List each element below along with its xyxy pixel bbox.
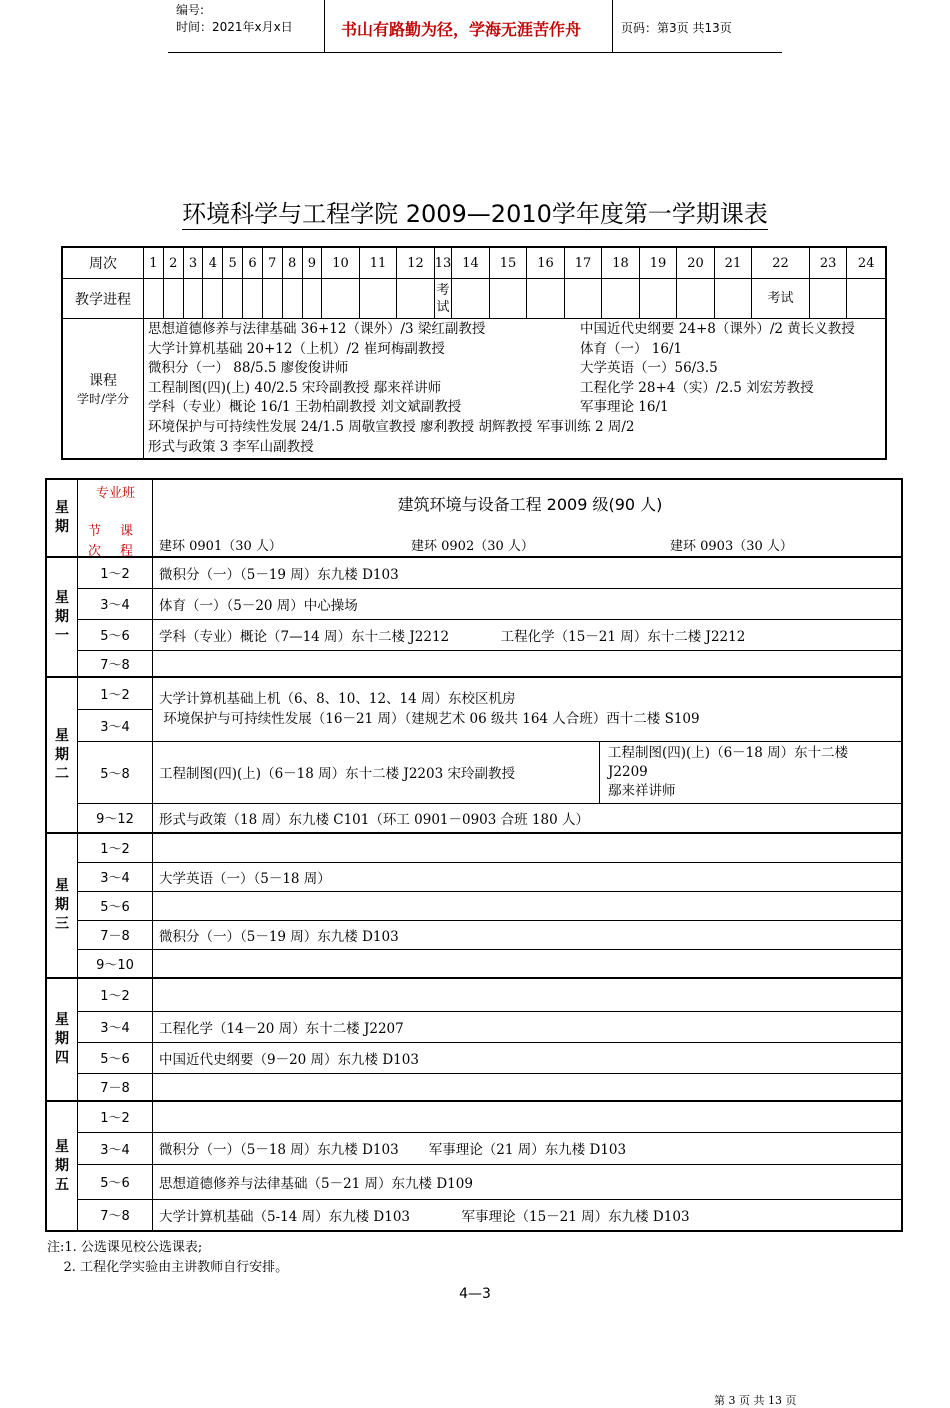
week-cell: 8 (282, 247, 302, 279)
header-divider (324, 0, 325, 52)
period-cell: 1～2 (78, 1101, 153, 1132)
period-cell: 9～10 (78, 949, 153, 978)
week-cell: 2 (163, 247, 183, 279)
table-row (46, 978, 902, 1011)
period-cell: 3～4 (78, 862, 153, 891)
week-cell: 19 (639, 247, 676, 279)
period-cell: 7～8 (78, 1199, 153, 1231)
corner-ci: 次 (88, 544, 102, 559)
period-cell: 5～6 (78, 1164, 153, 1199)
period-cell: 1～2 (78, 978, 153, 1011)
course-line: 工程制图(四)(上) 40/2.5 宋玲副教授 鄢来祥讲师 工程化学 28+4（实）/2.5 刘宏芳教授 (148, 379, 814, 396)
major-header (153, 479, 903, 557)
course-line: 思想道德修养与法律基础 36+12（课外）/3 梁红副教授 中国近代史纲要 24+8（课外）/2 黄长义教授 (148, 321, 855, 337)
period-cell: 7～8 (78, 650, 153, 677)
period-cell: 1～2 (78, 833, 153, 862)
period-cell: 9～12 (78, 803, 153, 833)
course-cell: 大学计算机基础上机（6、8、10、12、14 周）东校区机房 环境保护与可持续性发展（16－21 周）（建规艺术 06 级共 164 人合班）西十二楼 S109 (153, 677, 903, 741)
footnote-line: 注:1. 公选课见校公选课表; (47, 1240, 203, 1255)
week-cell: 22 (752, 247, 810, 279)
major-title: 建筑环境与设备工程 2009 级(90 人) (397, 495, 663, 514)
course-row (62, 319, 886, 460)
table-row (46, 891, 902, 920)
page-header (168, 0, 782, 53)
period-cell: 5～8 (78, 741, 153, 803)
day-wednesday: 星期三 (46, 833, 78, 978)
exam-mark: 考试 (434, 279, 452, 319)
week-cell: 10 (322, 247, 359, 279)
course-label: 课程 (89, 373, 117, 390)
period-cell: 5～6 (78, 891, 153, 920)
course-cell (153, 949, 903, 978)
time-label: 时间：2021年x月x日 (176, 20, 293, 34)
corner-ke: 课 (120, 524, 134, 539)
period-cell: 7－8 (78, 1073, 153, 1101)
course-sublabel: 学时/学分 (76, 392, 130, 407)
day-friday: 星期五 (46, 1101, 78, 1231)
progress-label: 教学进程 (62, 279, 144, 319)
corner-cheng: 程 (120, 544, 134, 559)
course-cell: 工程制图(四)(上)（6－18 周）东十二楼 J2203 宋玲副教授 (153, 741, 600, 803)
week-cell: 1 (144, 247, 164, 279)
week-cell: 5 (223, 247, 243, 279)
week-cell: 13 (434, 247, 452, 279)
page-number: 4—3 (459, 1286, 491, 1302)
week-cell: 12 (397, 247, 434, 279)
course-cell (153, 833, 903, 862)
course-cell (153, 1101, 903, 1132)
week-cell: 11 (359, 247, 396, 279)
week-row (62, 247, 886, 279)
number-label: 编号: (176, 3, 205, 17)
course-cell: 体育（一）（5－20 周）中心操场 (153, 588, 903, 619)
course-cell: 形式与政策（18 周）东九楼 C101（环工 0901－0903 合班 180 人） (153, 803, 903, 833)
schedule-header-row (46, 479, 902, 557)
course-cell: 大学英语（一）（5－18 周） (153, 862, 903, 891)
week-cell: 21 (714, 247, 751, 279)
table-row (46, 1164, 902, 1199)
week-cell: 14 (452, 247, 489, 279)
header-meta (176, 2, 293, 36)
week-cell: 17 (564, 247, 601, 279)
period-cell: 1～2 (78, 557, 153, 588)
course-cell: 微积分（一）（5－19 周）东九楼 D103 (153, 920, 903, 949)
weekday-header: 星期 (46, 479, 78, 557)
table-row (46, 557, 902, 588)
table-row (46, 920, 902, 949)
overview-table (61, 246, 887, 460)
table-row (46, 1132, 902, 1164)
week-cell: 16 (527, 247, 564, 279)
table-row (46, 1101, 902, 1132)
course-cell: 思想道德修养与法律基础（5－21 周）东九楼 D109 (153, 1164, 903, 1199)
page-title: 环境科学与工程学院 2009—2010学年度第一学期课表 (182, 200, 768, 228)
week-cell: 4 (203, 247, 223, 279)
week-cell: 24 (847, 247, 886, 279)
header-divider (612, 0, 613, 52)
table-row (46, 650, 902, 677)
week-cell: 3 (183, 247, 203, 279)
exam-mark: 考试 (752, 279, 810, 319)
page-footer: 第 3 页 共 13 页 (714, 1394, 797, 1407)
period-cell: 3～4 (78, 1132, 153, 1164)
week-cell: 18 (602, 247, 639, 279)
corner-cell (78, 479, 153, 557)
major-class-label: 专业班 (96, 486, 136, 501)
course-cell: 大学计算机基础（5-14 周）东九楼 D103 军事理论（15－21 周）东九楼 D103 (153, 1199, 903, 1231)
period-cell: 5～6 (78, 619, 153, 650)
corner-jie: 节 (88, 524, 102, 539)
period-cell: 3～4 (78, 1011, 153, 1042)
period-cell: 7－8 (78, 920, 153, 949)
course-cell: 工程化学（14－20 周）东十二楼 J2207 (153, 1011, 903, 1042)
period-cell: 3～4 (78, 588, 153, 619)
class-name: 建环 0903（30 人） (670, 539, 793, 554)
course-cell (153, 650, 903, 677)
table-row (46, 588, 902, 619)
footnote-line: 2. 工程化学实验由主讲教师自行安排。 (47, 1260, 289, 1275)
day-tuesday: 星期二 (46, 677, 78, 833)
course-cell (153, 1073, 903, 1101)
week-cell: 15 (489, 247, 526, 279)
table-row (46, 862, 902, 891)
table-row (46, 1199, 902, 1231)
course-cell (153, 978, 903, 1011)
table-row (46, 803, 902, 833)
table-row (46, 741, 902, 803)
class-name: 建环 0902（30 人） (411, 539, 534, 554)
course-cell: 工程制图(四)(上)（6－18 周）东十二楼 J2209 鄢来祥讲师 (600, 741, 903, 803)
header-page-info: 页码：第3页 共13页 (621, 21, 732, 35)
table-row (46, 833, 902, 862)
course-line: 大学计算机基础 20+12（上机）/2 崔珂梅副教授 体育（一） 16/1 (148, 340, 683, 357)
course-cell: 学科（专业）概论（7—14 周）东十二楼 J2212 工程化学（15－21 周）东十二楼 J2212 (153, 619, 903, 650)
course-cell (153, 891, 903, 920)
week-cell: 6 (243, 247, 263, 279)
schedule-table (45, 478, 903, 1232)
course-line: 学科（专业）概论 16/1 王勃柏副教授 刘文斌副教授 军事理论 16/1 (148, 399, 669, 416)
footnotes (47, 1238, 288, 1278)
table-row (46, 1042, 902, 1073)
course-line: 环境保护与可持续性发展 24/1.5 周敬宣教授 廖利教授 胡辉教授 军事训练 2 周/2 (148, 418, 635, 435)
week-label: 周次 (62, 247, 144, 279)
course-list (144, 319, 887, 460)
course-line: 形式与政策 3 李军山副教授 (148, 438, 314, 455)
course-line: 微积分（一） 88/5.5 廖俊俊讲师 大学英语（一）56/3.5 (148, 360, 718, 377)
table-row (46, 1011, 902, 1042)
class-name: 建环 0901（30 人） (159, 539, 282, 554)
table-row (46, 949, 902, 978)
day-monday: 星期一 (46, 557, 78, 677)
course-label-cell (62, 319, 144, 460)
week-cell: 23 (809, 247, 846, 279)
table-row (46, 1073, 902, 1101)
period-cell: 1～2 (78, 677, 153, 709)
period-cell: 5～6 (78, 1042, 153, 1073)
week-cell: 9 (302, 247, 322, 279)
table-row (46, 619, 902, 650)
course-cell: 中国近代史纲要（9－20 周）东九楼 D103 (153, 1042, 903, 1073)
header-motto: 书山有路勤为径，学海无涯苦作舟 (341, 20, 582, 39)
course-cell: 微积分（一）（5－19 周）东九楼 D103 (153, 557, 903, 588)
week-cell: 20 (677, 247, 714, 279)
period-cell: 3～4 (78, 709, 153, 741)
progress-row (62, 279, 886, 319)
day-thursday: 星期四 (46, 978, 78, 1101)
course-cell: 微积分（一）（5－18 周）东九楼 D103 军事理论（21 周）东九楼 D103 (153, 1132, 903, 1164)
table-row (46, 677, 902, 709)
week-cell: 7 (262, 247, 282, 279)
